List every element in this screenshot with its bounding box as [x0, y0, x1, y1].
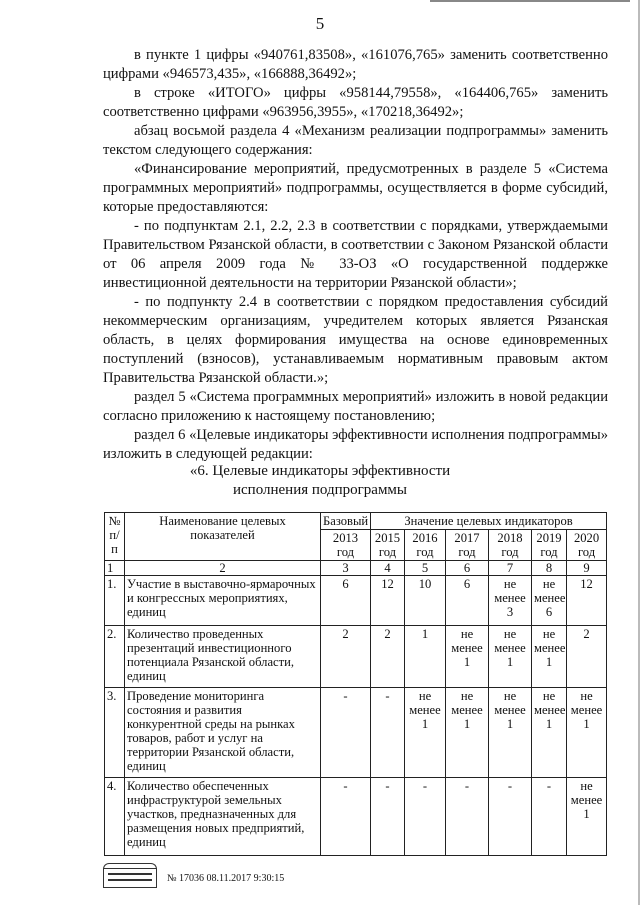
row-value: не менее 1 — [567, 778, 607, 856]
row-value: не менее 1 — [567, 688, 607, 778]
header-year: 2018 год — [489, 530, 532, 561]
row-num: 4. — [105, 778, 125, 856]
row-value: - — [446, 778, 489, 856]
table-header-row — [105, 513, 607, 530]
row-value: - — [489, 778, 532, 856]
row-value: 2 — [321, 626, 371, 688]
paragraph: абзац восьмой раздела 4 «Механизм реализации подпрограммы» заменить текстом следующего содержания: — [103, 123, 608, 158]
row-value: 12 — [371, 576, 405, 626]
row-num: 3. — [105, 688, 125, 778]
row-value: 12 — [567, 576, 607, 626]
table-row — [105, 688, 607, 778]
row-value: - — [405, 778, 446, 856]
paragraph: в строке «ИТОГО» цифры «958144,79558», «164406,765» заменить соответственно цифрами «963956,3955», «170218,36492»; — [103, 85, 608, 120]
col-number: 1 — [105, 561, 125, 576]
paragraph: - по подпунктам 2.1, 2.2, 2.3 в соответствии с порядками, утверждаемыми Правительством Рязанской области, в соответствии с Законом Рязанской области от 06 апреля 2009 года № 33-ОЗ «О государственной поддержке инвестиционной деятельности на территории Рязанской области»; — [103, 218, 608, 291]
row-value: не менее 1 — [489, 626, 532, 688]
header-num: № п/п — [105, 513, 125, 561]
indicators-table — [104, 512, 607, 856]
row-value: - — [532, 778, 567, 856]
body-text — [103, 46, 608, 464]
paragraph: раздел 5 «Система программных мероприятий» изложить в новой редакции согласно приложению к настоящему постановлению; — [103, 389, 608, 424]
row-value: 2 — [567, 626, 607, 688]
row-value: не менее 1 — [446, 626, 489, 688]
header-year: 2015 год — [371, 530, 405, 561]
header-year: 2017 год — [446, 530, 489, 561]
header-name: Наименование целевых показателей — [125, 513, 321, 561]
row-value: не менее 1 — [446, 688, 489, 778]
government-stamp-icon — [103, 868, 157, 888]
column-number-row — [105, 561, 607, 576]
col-number: 9 — [567, 561, 607, 576]
row-value: 1 — [405, 626, 446, 688]
col-number: 5 — [405, 561, 446, 576]
row-value: - — [371, 688, 405, 778]
col-number: 4 — [371, 561, 405, 576]
section-title — [0, 462, 640, 500]
footer — [103, 868, 284, 888]
header-values-group: Значение целевых индикаторов — [371, 513, 607, 530]
row-name: Количество обеспеченных инфраструктурой земельных участков, предназначенных для размещения новых предприятий, единиц — [125, 778, 321, 856]
paragraph: «Финансирование мероприятий, предусмотренных в разделе 5 «Система программных мероприятий» подпрограммы, осуществляется в форме субсидий, которые предоставляются: — [103, 161, 608, 215]
section-title-line: «6. Целевые индикаторы эффективности — [189, 463, 451, 479]
page-number: 5 — [315, 14, 325, 33]
col-number: 7 — [489, 561, 532, 576]
row-num: 2. — [105, 626, 125, 688]
paragraph: - по подпункту 2.4 в соответствии с порядком предоставления субсидий некоммерческим организациям, учредителем которых является Рязанская область, в целях формирования имущества на основе единовременных поступлений (взносов), устанавливаемым нормативным правовым актом Правительства Рязанской области.»; — [103, 294, 608, 386]
scan-artifact-top — [430, 0, 630, 2]
col-number: 6 — [446, 561, 489, 576]
row-name: Количество проведенных презентаций инвестиционного потенциала Рязанской области, единиц — [125, 626, 321, 688]
table-row — [105, 778, 607, 856]
row-value: 6 — [446, 576, 489, 626]
row-name: Участие в выставочно-ярмарочных и конгрессных мероприятиях, единиц — [125, 576, 321, 626]
header-year: 2020 год — [567, 530, 607, 561]
table-row — [105, 576, 607, 626]
row-value: не менее 6 — [532, 576, 567, 626]
paragraph: в пункте 1 цифры «940761,83508», «161076,765» заменить соответственно цифрами «946573,435», «166888,36492»; — [103, 47, 608, 82]
row-value: 6 — [321, 576, 371, 626]
row-value: - — [371, 778, 405, 856]
row-name: Проведение мониторинга состояния и развития конкурентной среды на рынках товаров, работ и услуг на территории Рязанской области, единиц — [125, 688, 321, 778]
header-year: 2019 год — [532, 530, 567, 561]
row-num: 1. — [105, 576, 125, 626]
header-base-year: 2013 год — [321, 530, 371, 561]
col-number: 8 — [532, 561, 567, 576]
row-value: 10 — [405, 576, 446, 626]
row-value: не менее 3 — [489, 576, 532, 626]
row-value: не менее 1 — [405, 688, 446, 778]
row-value: не менее 1 — [489, 688, 532, 778]
row-value: 2 — [371, 626, 405, 688]
row-value: не менее 1 — [532, 626, 567, 688]
section-title-line: исполнения подпрограммы — [232, 482, 408, 498]
doc-reference: № 17036 08.11.2017 9:30:15 — [167, 872, 285, 884]
header-year: 2016 год — [405, 530, 446, 561]
row-value: - — [321, 688, 371, 778]
header-base: Базовый — [321, 513, 371, 530]
col-number: 3 — [321, 561, 371, 576]
col-number: 2 — [125, 561, 321, 576]
paragraph: раздел 6 «Целевые индикаторы эффективности исполнения подпрограммы» изложить в следующей редакции: — [103, 427, 608, 462]
row-value: не менее 1 — [532, 688, 567, 778]
row-value: - — [321, 778, 371, 856]
table-row — [105, 626, 607, 688]
